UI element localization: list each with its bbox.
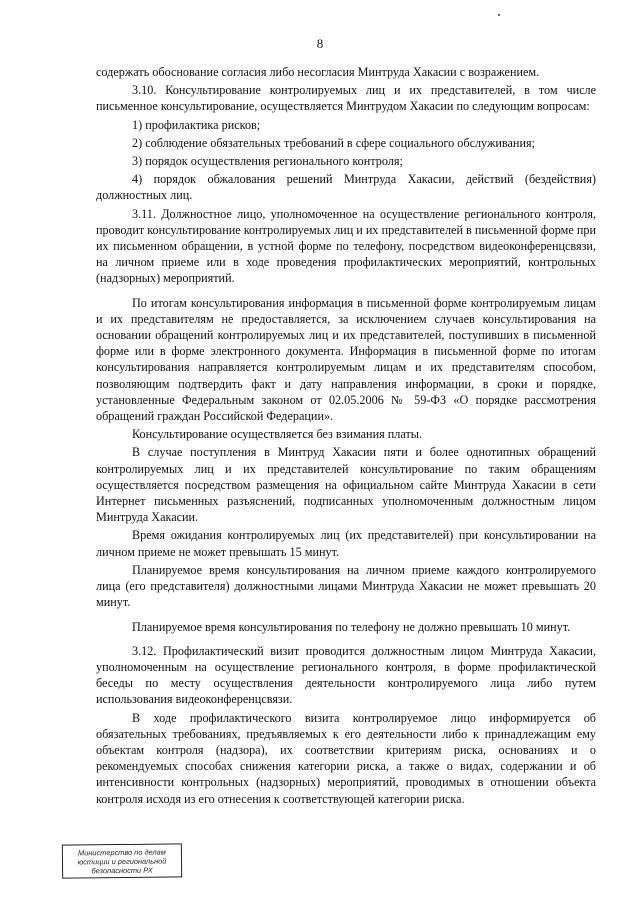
list-item: 3) порядок осуществления регионального контроля;: [132, 154, 403, 169]
scan-speck: [498, 14, 500, 16]
list-item: 4) порядок обжалования решений Минтруда Хакасии, действий (бездействия) должностных лиц.: [96, 172, 596, 203]
paragraph: содержать обоснование согласия либо несогласия Минтруда Хакасии с возражением.: [96, 65, 540, 79]
paragraph-3-12: 3.12. Профилактический визит проводится должностным лицом Минтруда Хакасии, уполномоченным на осуществление регионального контроля, в форме профилактической беседы по месту осуществления деятельности контролируемого лица либо путем использования видеоконференцсвязи.: [96, 643, 596, 707]
paragraph: Время ожидания контролируемых лиц (их представителей) при консультировании на личном приеме не может превышать 15 минут.: [96, 528, 596, 559]
paragraph: В случае поступления в Минтруд Хакасии пяти и более однотипных обращений контролируемых лиц и их представителей консультирование по таким обращениям осуществляется посредством размещения на официальном сайте Минтруда Хакасии в сети Интернет письменных разъяснений, подписанных уполномоченным должностным лицом Минтруда Хакасии.: [96, 445, 596, 525]
page-number: 8: [316, 36, 324, 51]
stamp-line: Министерство по делам: [77, 847, 166, 858]
document-body: [96, 64, 596, 809]
paragraph: Консультирование осуществляется без взимания платы.: [132, 427, 423, 442]
paragraph: По итогам консультирования информация в письменной форме контролируемым лицам и их представителям не предоставляется, за исключением случаев консультирования на основании обращений контролируемых лиц и их представителей, поступивших в письменной форме или в форме электронного документа. Информация в письменной форме по итогам консультирования направляется контролируемым лицам и их представителям способом, позволяющим подтвердить факт и дату направления информации, в сроки и порядке, установленные Федеральным законом от 02.05.2006 № 59-ФЗ «О порядке рассмотрения обращений граждан Российской Федерации».: [96, 295, 596, 424]
paragraph: Планируемое время консультирования на личном приеме каждого контролируемого лица (его представителя) должностными лицами Минтруда Хакасии не может превышать 20 минут.: [96, 562, 596, 610]
paragraph-3-11: 3.11. Должностное лицо, уполномоченное на осуществление регионального контроля, проводит консультирование контролируемых лиц и их представителей в письменной форме при их письменном обращении, в устной форме по телефону, посредством видеоконференцсвязи, на личном приеме или в ходе проведения профилактических мероприятий, контрольных (надзорных) мероприятий.: [96, 206, 596, 286]
registration-stamp: [62, 843, 182, 878]
stamp-line: юстиции и региональной: [77, 856, 167, 867]
list-item: 2) соблюдение обязательных требований в сфере социального обслуживания;: [132, 135, 535, 150]
stamp-line: безопасности РХ: [91, 865, 153, 876]
list-item: 1) профилактика рисков;: [132, 117, 261, 132]
paragraph: В ходе профилактического визита контролируемое лицо информируется об обязательных требованиях, предъявляемых к его деятельности либо к принадлежащим ему объектам контроля (надзора), их соответствии критериям риска, основаниях и о рекомендуемых способах снижения категории риска, а также о видах, содержании и об интенсивности контрольных (надзорных) мероприятий, проводимых в отношении объекта контроля исходя из его отнесения к соответствующей категории риска.: [96, 710, 596, 806]
paragraph-3-10: 3.10. Консультирование контролируемых лиц и их представителей, в том числе письменное консультирование, осуществляется Минтрудом Хакасии по следующим вопросам:: [96, 83, 596, 114]
paragraph: Планируемое время консультирования по телефону не должно превышать 10 минут.: [132, 619, 571, 634]
